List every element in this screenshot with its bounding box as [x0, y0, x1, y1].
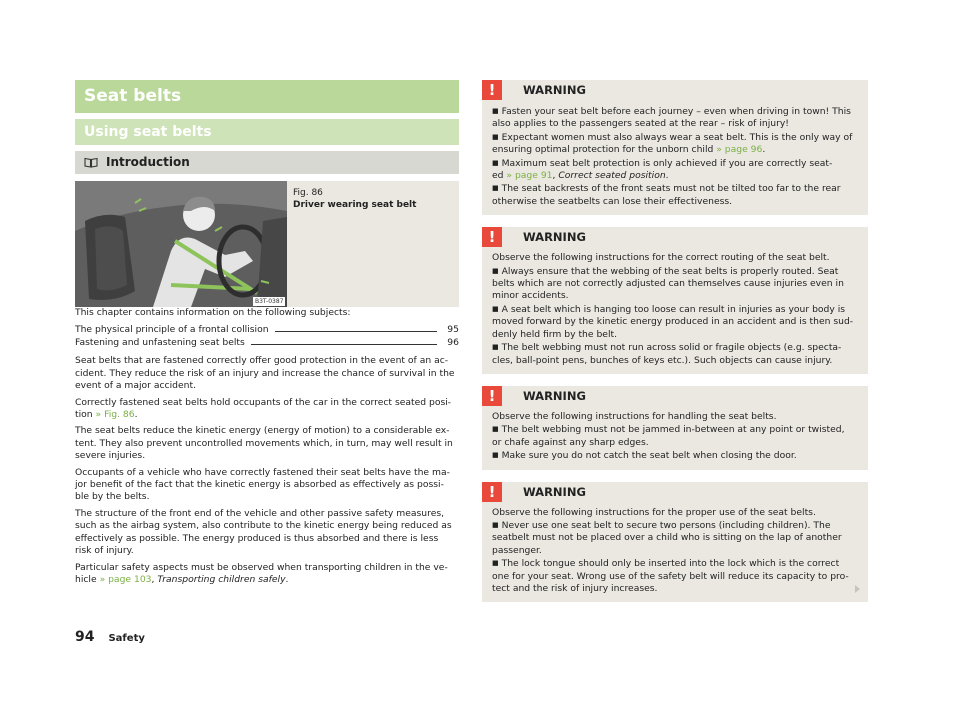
warning-box: ! WARNING ■ Fasten your seat belt before each journey – even when driving in town! This also applies to the passengers seated at the rear – risk of injury! ■ Expectant women must also always wear a seat belt. This is the only way of ensuring optimal protection for the unborn child » page 96. ■ Maximum seat belt protection is only achieved if you are correctly seat- ed » page 91, Correct seated position. ■ The seat backrests of the front seats must not be tilted too far to the rear otherwise the seatbelts can lose their effectiveness.	[482, 80, 868, 215]
page-link[interactable]: » page 103	[99, 573, 152, 585]
driver-illustration	[75, 181, 287, 307]
warning-box	[482, 227, 868, 374]
page-link[interactable]: » page 96	[716, 144, 763, 156]
figure	[75, 181, 459, 307]
topic-item[interactable]	[75, 323, 459, 336]
continue-arrow-icon	[855, 585, 860, 593]
warning-line: ■ Always ensure that the webbing of the seat belts is properly routed. Seat	[492, 265, 839, 277]
intro-text: This chapter contains information on the following subjects:	[75, 307, 351, 318]
warning-icon: !	[482, 482, 502, 502]
warning-line: moved forward by the kinetic energy produced in an accident and is then sud-	[492, 316, 854, 328]
warning-line: Observe the following instructions for handling the seat belts.	[492, 410, 777, 422]
warning-line: or chafe against any sharp edges.	[492, 436, 649, 448]
warning-line: Observe the following instructions for the correct routing of the seat belt.	[492, 252, 830, 264]
paragraph: Occupants of a vehicle who have correctly fastened their seat belts have the ma- jor benefit of the fact that the kinetic energy is absorbed as effectively as possi- ble by the belts.	[75, 466, 450, 503]
warning-box	[482, 482, 868, 603]
footer-section: Safety	[108, 633, 145, 644]
figure-link[interactable]: » Fig. 86	[95, 409, 135, 421]
paragraph: Correctly fastened seat belts hold occupants of the car in the correct seated posi- tion » Fig. 86.	[75, 396, 452, 421]
leader-line	[251, 344, 437, 345]
page-footer	[75, 629, 145, 645]
warning-icon: !	[482, 386, 502, 406]
figure-code: B3T-0387	[255, 298, 284, 305]
warning-title: WARNING	[523, 83, 586, 97]
warning-icon: !	[482, 80, 502, 100]
warning-box	[482, 386, 868, 470]
subsection-heading	[75, 151, 459, 174]
warning-body	[492, 406, 858, 463]
warning-header	[482, 482, 858, 502]
warning-icon: !	[482, 227, 502, 247]
warning-header	[482, 227, 858, 247]
warning-line: Observe the following instructions for the proper use of the seat belts.	[492, 506, 816, 518]
warning-title: WARNING	[523, 388, 586, 403]
topic-label: Fastening and unfastening seat belts	[75, 337, 245, 349]
warning-title: WARNING	[523, 484, 586, 499]
warning-header	[482, 80, 858, 100]
right-column	[482, 80, 868, 614]
warning-title: WARNING	[523, 230, 586, 245]
topic-page: 96	[447, 337, 459, 349]
figure-title: Driver wearing seat belt	[293, 200, 417, 210]
warning-header	[482, 386, 858, 406]
book-icon	[84, 157, 98, 168]
page-link[interactable]: » page 91	[506, 170, 553, 182]
warning-line: minor accidents.	[492, 290, 569, 302]
topic-list	[75, 323, 459, 349]
warning-line: ■ Make sure you do not catch the seat belt when closing the door.	[492, 450, 797, 462]
warning-line: ■ Never use one seat belt to secure two persons (including children). The	[492, 519, 831, 531]
warning-line: ■ The belt webbing must not run across solid or fragile objects (e.g. specta-	[492, 342, 842, 354]
subsection-title: Introduction	[106, 155, 190, 169]
topic-label: The physical principle of a frontal collision	[75, 324, 269, 336]
warning-line: seatbelt must not be placed over a child who is sitting on the lap of another	[492, 532, 842, 544]
warning-body	[492, 502, 858, 596]
warning-line: cles, ball-point pens, bunches of keys etc.). Such objects can cause injury.	[492, 354, 833, 366]
warning-line: denly held firm by the belt.	[492, 328, 618, 340]
figure-caption	[293, 187, 416, 211]
page-number: 94	[75, 629, 95, 645]
leader-line	[275, 331, 437, 332]
warning-line: tect and the risk of injury increases.	[492, 582, 658, 594]
section-heading: Using seat belts	[75, 119, 459, 145]
chapter-heading: Seat belts	[75, 80, 459, 113]
warning-line: ■ A seat belt which is hanging too loose can result in injuries as your body is	[492, 303, 846, 315]
left-column	[75, 80, 459, 590]
paragraph: The structure of the front end of the vehicle and other passive safety measures, such as the airbag system, also contribute to the kinetic energy being reduced as effectively as possible. The energy produced is thus absorbed and there is less risk of injury.	[75, 507, 452, 557]
topic-item[interactable]	[75, 336, 459, 349]
warning-line: belts which are not correctly adjusted can themselves cause injuries even in	[492, 278, 844, 290]
warning-line: one for your seat. Wrong use of the safety belt will reduce its capacity to pro-	[492, 570, 849, 582]
paragraph: Seat belts that are fastened correctly offer good protection in the event of an ac- cident. They reduce the risk of an injury and increase the chance of survival in the event of a major accident.	[75, 355, 455, 392]
warning-line: ■ The lock tongue should only be inserted into the lock which is the correct	[492, 558, 840, 570]
warning-line: passenger.	[492, 544, 542, 556]
figure-number: Fig. 86	[293, 188, 323, 198]
paragraph: The seat belts reduce the kinetic energy (energy of motion) to a considerable ex- tent. They also prevent uncontrolled movements which, in turn, may well result in severe injuries.	[75, 425, 453, 462]
paragraph: Particular safety aspects must be observed when transporting children in the ve- hicle » page 103, Transporting children safely.	[75, 561, 448, 585]
topic-page: 95	[447, 324, 459, 336]
warning-line: ■ The belt webbing must not be jammed in-between at any point or twisted,	[492, 424, 845, 436]
warning-body	[492, 247, 858, 367]
